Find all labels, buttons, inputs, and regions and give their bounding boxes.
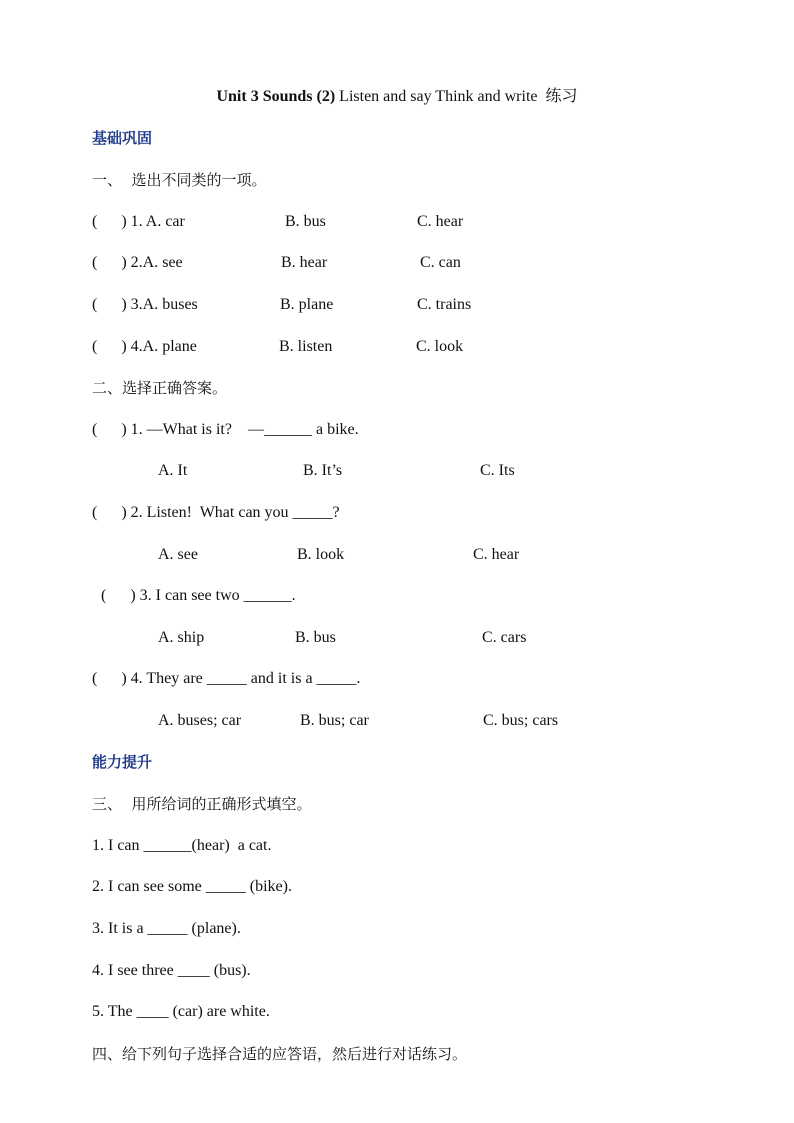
part3-item: 2. I can see some _____ (bike). (92, 878, 292, 895)
part1-heading: 一、 选出不同类的一项。 (92, 171, 267, 189)
part1-row-1-b: B. bus (285, 213, 326, 230)
part2-q4-option-a: A. buses; car (158, 712, 242, 729)
part2-q1-option-b: B. It’s (303, 462, 343, 479)
part1-row-3-b: B. plane (280, 296, 334, 313)
page-title (0, 87, 794, 107)
part3-item: 4. I see three ____ (bus). (92, 962, 251, 979)
part3-item: 5. The ____ (car) are white. (92, 1003, 270, 1020)
part1-row-1-c: C. hear (417, 213, 464, 230)
part2-q3-option-b: B. bus (295, 629, 336, 646)
part2-q4-option-c: C. bus; cars (483, 712, 559, 729)
title-rest: Listen and say Think and write 练习 (335, 88, 578, 105)
part2-q4-option-b: B. bus; car (300, 712, 369, 729)
part2-q2-option-b: B. look (297, 546, 345, 563)
part2-q3-option-c: C. cars (482, 629, 527, 646)
section-heading-basic: 基础巩固 (92, 129, 153, 147)
part1-row-1-a: ( ) 1. A. car (92, 213, 185, 230)
part2-q3-stem: ( ) 3. I can see two ______. (101, 587, 296, 604)
part2-heading: 二、选择正确答案。 (92, 379, 228, 397)
part3-item: 1. I can ______(hear) a cat. (92, 837, 272, 854)
part2-q3-option-a: A. ship (158, 629, 205, 646)
part3-item: 3. It is a _____ (plane). (92, 920, 241, 937)
part1-row-4-b: B. listen (279, 338, 333, 355)
part2-q2-stem: ( ) 2. Listen! What can you _____? (92, 504, 340, 521)
part2-q4-stem: ( ) 4. They are _____ and it is a _____. (92, 670, 361, 687)
part1-row-4-a: ( ) 4.A. plane (92, 338, 197, 355)
title-bold: Unit 3 Sounds (2) (216, 88, 336, 105)
part2-q2-option-c: C. hear (473, 546, 520, 563)
section-heading-advanced: 能力提升 (92, 753, 153, 771)
part2-q2-option-a: A. see (158, 546, 198, 563)
part1-row-4-c: C. look (416, 338, 464, 355)
part4-heading: 四、给下列句子选择合适的应答语，然后进行对话练习。 (92, 1045, 468, 1063)
part3-heading: 三、 用所给词的正确形式填空。 (92, 795, 312, 813)
part2-q1-option-a: A. It (158, 462, 188, 479)
part1-row-3-a: ( ) 3.A. buses (92, 296, 198, 313)
part1-row-3-c: C. trains (417, 296, 472, 313)
part2-q1-stem: ( ) 1. —What is it? —______ a bike. (92, 421, 359, 438)
part2-q1-option-c: C. Its (480, 462, 515, 479)
part1-row-2-b: B. hear (281, 254, 328, 271)
part1-row-2-a: ( ) 2.A. see (92, 254, 183, 271)
part1-row-2-c: C. can (420, 254, 461, 271)
